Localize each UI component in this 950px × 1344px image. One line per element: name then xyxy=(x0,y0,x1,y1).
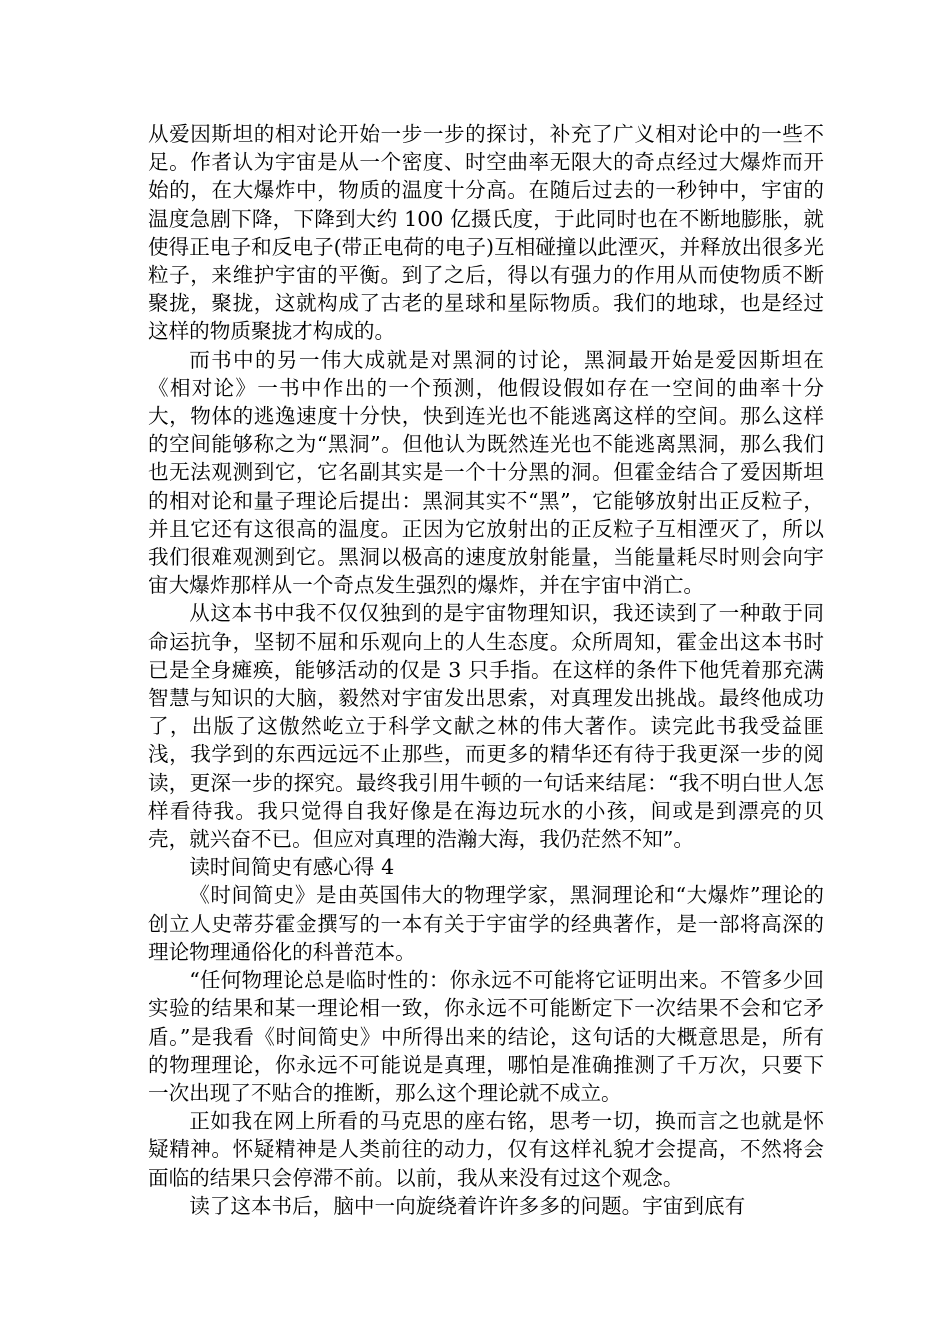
body-paragraph: 从爱因斯坦的相对论开始一步一步的探讨，补充了广义相对论中的一些不足。作者认为宇宙是从一个密度、时空曲率无限大的奇点经过大爆炸而开始的，在大爆炸中，物质的温度十分高。在随后过去的一秒钟中，宇宙的温度急剧下降，下降到大约 100 亿摄氏度，于此同时也在不断地膨胀，就使得正电子和反电子(带正电荷的电子)互相碰撞以此湮灭，并释放出很多光粒子，来维护宇宙的平衡。到了之后，得以有强力的作用从而使物质不断聚拢，聚拢，这就构成了古老的星球和星际物质。我们的地球，也是经过这样的物质聚拢才构成的。 xyxy=(148,122,824,344)
body-paragraph: 而书中的另一伟大成就是对黑洞的讨论，黑洞最开始是爱因斯坦在《相对论》一书中作出的一个预测，他假设假如存在一空间的曲率十分大，物体的逃逸速度十分快，快到连光也不能逃离这样的空间。那么这样的空间能够称之为“黑洞”。但他认为既然连光也不能逃离黑洞，那么我们也无法观测到它，它名副其实是一个十分黑的洞。但霍金结合了爱因斯坦的相对论和量子理论后提出：黑洞其实不“黑”，它能够放射出正反粒子，并且它还有这很高的温度。正因为它放射出的正反粒子互相湮灭了，所以我们很难观测到它。黑洞以极高的速度放射能量，当能量耗尽时则会向宇宙大爆炸那样从一个奇点发生强烈的爆炸，并在宇宙中消亡。 xyxy=(148,347,824,598)
body-paragraph: 从这本书中我不仅仅独到的是宇宙物理知识，我还读到了一种敢于同命运抗争，坚韧不屈和乐观向上的人生态度。众所周知，霍金出这本书时已是全身瘫痪，能够活动的仅是 3 只手指。在这样的条件下他凭着那充满智慧与知识的大脑，毅然对宇宙发出思索，对真理发出挑战。最终他成功了，出版了这傲然屹立于科学文献之林的伟大著作。读完此书我受益匪浅，我学到的东西远远不止那些，而更多的精华还有待于我更深一步的阅读，更深一步的探究。最终我引用牛顿的一句话来结尾：“我不明白世人怎样看待我。我只觉得自我好像是在海边玩水的小孩，间或是到漂亮的贝壳，就兴奋不已。但应对真理的浩瀚大海，我仍茫然不知”。 xyxy=(148,601,824,852)
body-paragraph: 《时间简史》是由英国伟大的物理学家，黑洞理论和“大爆炸”理论的创立人史蒂芬霍金撰写的一本有关于宇宙学的经典著作，是一部将高深的理论物理通俗化的科普范本。 xyxy=(148,883,824,964)
body-paragraph: 正如我在网上所看的马克思的座右铭，思考一切，换而言之也就是怀疑精神。怀疑精神是人类前往的动力，仅有这样礼貌才会提高，不然将会面临的结果只会停滞不前。以前，我从来没有过这个观念。 xyxy=(148,1109,824,1190)
body-paragraph: “任何物理论总是临时性的：你永远不可能将它证明出来。不管多少回实验的结果和某一理论相一致，你永远不可能断定下一次结果不会和它矛盾。”是我看《时间简史》中所得出来的结论，这句话的大概意思是，所有的物理理论，你永远不可能说是真理，哪怕是准确推测了千万次，只要下一次出现了不贴合的推断，那么这个理论就不成立。 xyxy=(148,968,824,1105)
section-heading: 读时间简史有感心得 4 xyxy=(189,855,395,880)
document-page xyxy=(148,120,824,1220)
body-paragraph: 读了这本书后，脑中一向旋绕着许许多多的问题。宇宙到底有 xyxy=(189,1193,746,1218)
